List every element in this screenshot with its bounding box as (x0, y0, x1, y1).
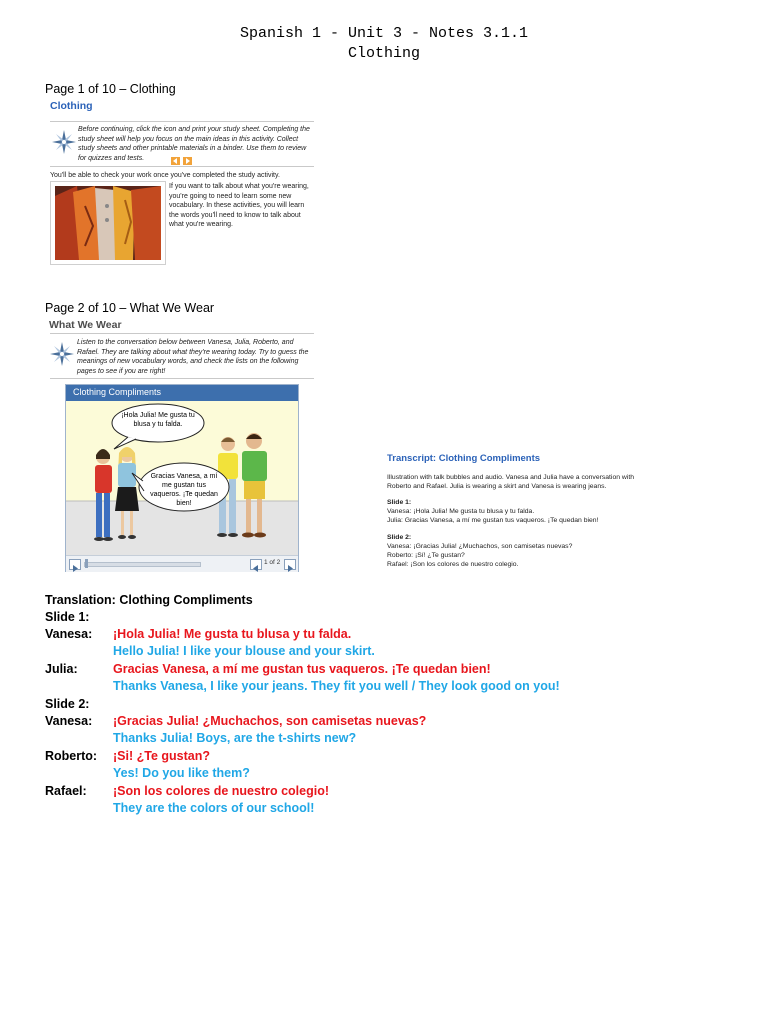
spanish-line: ¡Gracias Julia! ¿Muchachos, son camisetas nuevas? (113, 714, 427, 728)
transcript-slide2-label: Slide 2: (387, 534, 412, 541)
slide-title-bar (66, 385, 298, 401)
audio-progress-bar[interactable] (84, 562, 201, 567)
speaker-name: Vanesa: (45, 714, 93, 728)
english-line: Thanks Vanesa, I like your jeans. They fit you well / They look good on you! (113, 679, 560, 693)
spanish-line: ¡Son los colores de nuestro colegio! (113, 784, 330, 798)
english-line: Yes! Do you like them? (113, 766, 250, 780)
player-controls (66, 555, 298, 572)
divider (50, 333, 314, 334)
divider (50, 166, 314, 167)
transcript-line: Rafael: ¡Son los colores de nuestro colegio. (387, 561, 519, 568)
slide-illustration (66, 401, 298, 555)
page1-check: You'll be able to check your work once you've completed the study activity. (50, 172, 280, 179)
transcript-line: Julia: Gracias Vanesa, a mí me gustan tus vaqueros. ¡Te quedan bien! (387, 517, 599, 524)
speaker-name: Vanesa: (45, 627, 93, 641)
clothing-photo (50, 181, 166, 265)
speech-bubble-2: Gracias Vanesa, a mí me gustan tus vaqueros. ¡Te quedan bien! (150, 473, 218, 507)
print-icon[interactable] (171, 152, 193, 160)
slide-title: Clothing Compliments (73, 387, 162, 397)
spanish-line: ¡Hola Julia! Me gusta tu blusa y tu falda. (113, 627, 352, 641)
doc-subtitle: Clothing (347, 45, 420, 62)
transcript-title: Transcript: Clothing Compliments (387, 453, 541, 464)
divider (50, 121, 314, 122)
speaker-name: Roberto: (45, 749, 98, 763)
spanish-line: ¡Si! ¿Te gustan? (113, 749, 210, 763)
progress-handle[interactable] (85, 559, 88, 568)
page1-subtitle: Clothing (50, 100, 93, 112)
page2-heading: Page 2 of 10 – What We Wear (45, 301, 215, 315)
english-line: Thanks Julia! Boys, are the t-shirts new? (113, 731, 357, 745)
translation-slide1-label: Slide 1: (45, 610, 90, 624)
page2-subtitle: What We Wear (49, 319, 122, 331)
translation-slide2-label: Slide 2: (45, 697, 90, 711)
page2-intro: Listen to the conversation below between Vanesa, Julia, Roberto, and Rafael. They are talking about what they're wearing today. Try to guess the meanings of new vocabulary words, and check the lists on the following pages to see if you are right! (77, 339, 309, 375)
speech-bubble-1: ¡Hola Julia! Me gusta tu blusa y tu falda. (121, 412, 195, 428)
divider (50, 378, 314, 379)
english-line: Hello Julia! I like your blouse and your skirt. (113, 644, 375, 658)
slide-viewer (65, 384, 299, 572)
transcript-line: Vanesa: ¡Hola Julia! Me gusta tu blusa y tu falda. (387, 508, 535, 515)
page1-body: If you want to talk about what you're wearing, you're going to need to learn some new vocabulary. In these activities, you will learn the words you'll need to know to talk about what you're wearing. (169, 183, 309, 228)
transcript-intro: Illustration with talk bubbles and audio. Vanesa and Julia have a conversation with Roberto and Rafael. Julia is wearing a skirt and Vanesa is wearing jeans. (387, 474, 634, 490)
translation-title: Translation: Clothing Compliments (45, 593, 253, 607)
page1-heading: Page 1 of 10 – Clothing (45, 82, 176, 96)
transcript-line: Vanesa: ¡Gracias Julia! ¿Muchachos, son camisetas nuevas? (387, 543, 573, 550)
english-line: They are the colors of our school! (113, 801, 315, 815)
transcript-line: Roberto: ¡Sí! ¿Te gustan? (387, 552, 465, 559)
play-button[interactable] (69, 559, 81, 570)
slide-counter: 1 of 2 (264, 559, 281, 566)
doc-title: Spanish 1 - Unit 3 - Notes 3.1.1 (239, 25, 529, 42)
transcript-slide1-label: Slide 1: (387, 499, 412, 506)
compass-star-icon (50, 342, 74, 366)
compass-star-icon[interactable] (52, 130, 76, 154)
speaker-name: Julia: (45, 662, 78, 676)
next-slide-button[interactable] (284, 559, 296, 570)
page1-intro: Before continuing, click the icon and print your study sheet. Completing the study sheet will help you focus on the main ideas in this activity. Collect study sheets and other printable materials in a binder. Use them to review for quizzes and tests. (78, 126, 310, 162)
spanish-line: Gracias Vanesa, a mí me gustan tus vaqueros. ¡Te quedan bien! (113, 662, 491, 676)
prev-slide-button[interactable] (250, 559, 262, 570)
speaker-name: Rafael: (45, 784, 87, 798)
